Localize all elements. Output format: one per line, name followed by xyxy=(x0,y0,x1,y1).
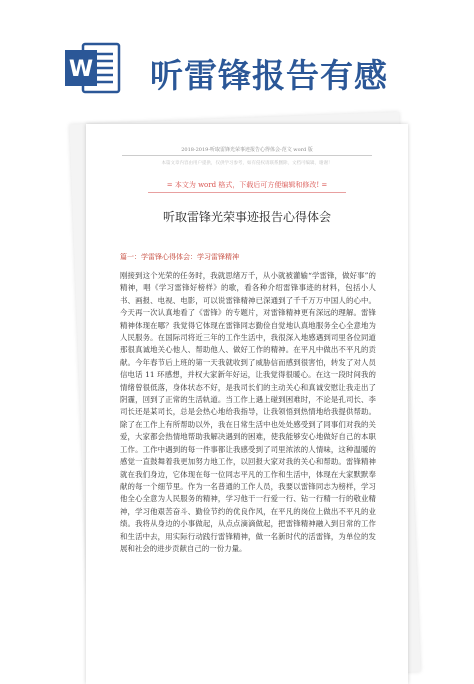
document-notice: 本篇文章内容由用户提供，仅供学习参考，如有侵权请联系删除，文档可编辑，谢谢！ xyxy=(161,161,333,166)
document-body: 刚接到这个光荣的任务时，我就思绪万千，从小就被灌输“学雷锋，做好事”的精神，唱《学习雷锋好榜样》的歌，看各种介绍雷锋事迹的材料，包括小人书、画报、电视、电影，可以说雷锋精神已深通到了千千万万中国人的心中。今天再一次认真地看了《雷锋》的专题片，对雷锋精神更有深远的理解。雷锋精神体现在哪？我觉得它体现在雷锋同志勤俭自觉地认真地服务全心全意地为人民服务。在国际司将近三年的工作生活中，我很深入地感遇到司里各位同道那很真诚地关心他人、帮助他人、做好工作的精神。在平凡中做出不平凡的贡献。今年春节后上班的第一天我就收到了威胁信而感到很害怕，转发了对人员信电话 11 环感想，并权大家新年好运，让我觉得很暖心。在这一段时间我的情绪曾很低落，身体状态不好，是我司长们的主动关心和真诚安慰让我走出了阴霾，回到了正常的生活轨道。当工作上遇上碰到困难时，不论是孔司长、李司长还是某司长，总是会热心地给我指导，让我领悟到热情地给我提供帮助。除了在工作上有所帮助以外，我在日常生活中也处处感受到了同事们对我的关爱，大家都会热情地帮助我解决遇到的困难，使我能够安心地做好自己的本职工作。工作中遇到的每一件事都让我感受到了司里浓浓的人情味，这种温暖的感觉一直鼓舞着我更加努力地工作，以回报大家对我的关心和帮助。雷锋精神就在我们身边，它体现在每一位同志平凡的工作和生活中，体现在大家默默奉献的每一个细节里。作为一名普通的工作人员，我要以雷锋同志为榜样，学习他全心全意为人民服务的精神，学习他干一行爱一行、钻一行精一行的敬业精神，学习他艰苦奋斗、勤俭节约的优良作风，在平凡的岗位上做出不平凡的业绩。我将从身边的小事做起，从点点滴滴做起，把雷锋精神融入到日常的工作和生活中去，用实际行动践行雷锋精神，做一名新时代的活雷锋，为单位的发展和社会的进步贡献自己的一份力量。 xyxy=(120,271,376,553)
word-document-icon xyxy=(63,40,123,96)
format-note: = 本文为 word 格式，下载后可方便编辑和修改! = xyxy=(166,181,328,189)
header-divider xyxy=(122,155,372,156)
document-page xyxy=(86,124,408,684)
banner-title: 听雷锋报告有感 xyxy=(150,56,388,95)
svg-text:W: W xyxy=(68,57,94,82)
document-title: 听取雷锋光荣事迹报告心得体会 xyxy=(162,210,331,224)
format-note-divider xyxy=(148,192,346,193)
document-header: 2018-2019-听取雷锋光荣事迹报告心得体会-范文 word 版 xyxy=(181,147,313,153)
banner xyxy=(0,0,474,100)
section-heading: 篇一：学雷锋心得体会：学习雷锋精神 xyxy=(120,253,239,261)
